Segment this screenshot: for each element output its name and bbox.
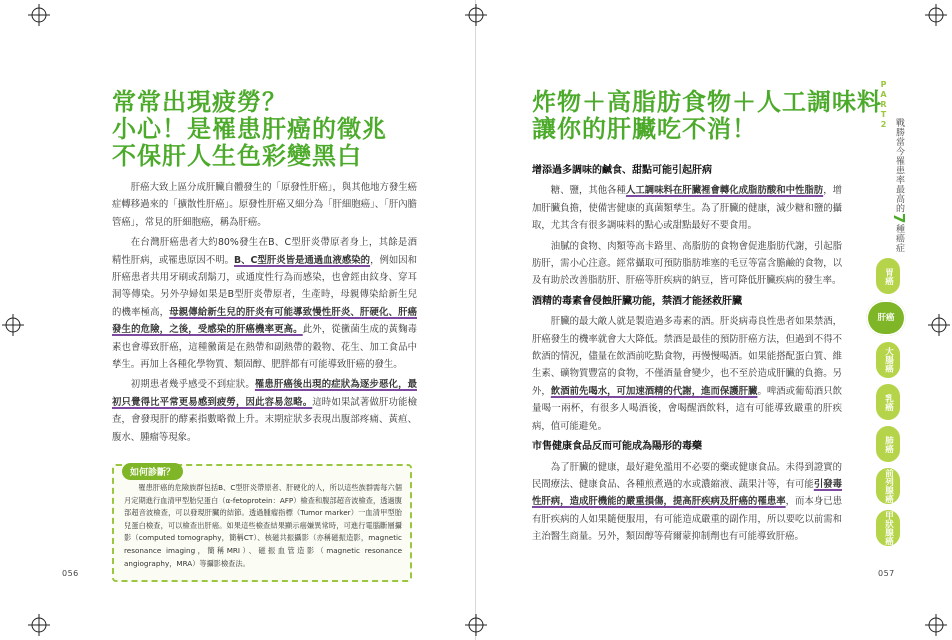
part-label: PART2 [879, 80, 888, 130]
text-run: 糖、鹽，其他各種 [550, 185, 626, 197]
section-heading: 增添過多調味的鹹食、甜點可能引起肝病 [532, 165, 712, 176]
paragraph [532, 182, 842, 234]
text-run: 此外，從黴菌生成的黃麴毒素也會導致肝癌，這種黴菌是在熱帶和副熱帶的穀物、花生、加工食品中孳生。再加上各種化學物質、類固醇、肥胖都有可能導致肝癌的發生。 [112, 324, 417, 371]
tab-breast-cancer[interactable]: 乳癌 [876, 384, 900, 420]
left-body-text [112, 179, 417, 449]
section-heading: 市售健康食品反而可能成為陽形的毒藥 [532, 441, 702, 453]
text-run: 肝臟的最大敵人就是製造過多毒素的酒。肝炎病毒良性患者如果禁酒，肝癌發生的機率就會大大降低。禁酒是最佳的預防肝癌方法，但過到不得不飲酒的情況，儘量在飲酒前吃點食物，再慢慢喝酒。如果能搭配蛋白質、維生素、礦物質豐富的食物，不僅酒量會變少，也不至於造成肝臟的負擔。另外， [532, 316, 842, 397]
paragraph [112, 234, 417, 373]
paragraph [532, 313, 842, 435]
diagnosis-tag: 如何診斷？ [122, 463, 183, 480]
text-run: ，而本身已患有肝疾病的人如果隨便服用，有可能造成嚴重的副作用，所以要吃以前需和主治醫生商量。另外，類固醇等荷爾蒙抑制劑也有可能導致肝癌。 [532, 496, 842, 543]
paragraph: 肝癌大致上區分成肝臟自體發生的「原發性肝癌」，與其他地方發生癌症轉移過來的「擴散性肝癌」。原發性肝癌又細分為「肝細胞癌」、「肝內膽管癌」，常見的肝細胞癌，稱為肝癌。 [112, 182, 417, 228]
diagnosis-box [112, 464, 412, 582]
highlight-text: 引發毒性肝病，造成肝機能的嚴重損傷，提高肝疾病及肝癌的罹患率 [532, 478, 842, 508]
paragraph: 油膩的食物、肉類等高卡路里、高脂肪的食物會促進脂肪代謝，引起脂肪肝，需小心注意。經常攝取可預防脂肪堆塞的毛豆等富含膽鹼的食物，以及有助於改善脂肪肝、肝癌等肝疾病的納豆，皆可降低肝臟疾病的發生率。 [532, 240, 842, 287]
text-run: ，增加肝臟負擔，使備害健康的真菌類孳生。為了肝臟的健康，減少糖和鹽的攝取，尤其含有很多調味料的點心或甜點最好不要食用。 [532, 185, 842, 232]
title-line: 小心！是罹患肝癌的徵兆 [112, 114, 387, 143]
tab-thyroid-cancer[interactable]: 甲狀腺癌 [876, 510, 900, 546]
tab-lung-cancer[interactable]: 肺癌 [876, 426, 900, 462]
text-run: 初期患者幾乎感受不到症狀。 [130, 379, 255, 391]
tab-stomach-cancer[interactable]: 胃癌 [876, 258, 900, 294]
text-run: 在台灣肝癌患者大約80%發生在B、C型肝炎帶原者身上，其餘是酒精性肝病，或罹患原因不明。 [112, 237, 417, 266]
chapter-number: 7 [890, 213, 908, 224]
highlight-text: 飲酒前先喝水，可加速酒精的代謝，進而保護肝臟 [550, 385, 758, 397]
chapter-vertical-title [890, 118, 908, 252]
title-line: 常常出現疲勞？ [112, 87, 287, 116]
text-run: 。啤酒或葡萄酒只飲量喝一兩杯，有很多人喝酒後，會喝醒酒飲料，這有可能導致嚴重的肝疾病，值可能避免。 [532, 385, 842, 432]
tab-prostate-cancer[interactable]: 前列腺癌 [876, 468, 900, 504]
page-number: 057 [878, 569, 895, 578]
title-line: 炸物＋高脂肪食物＋人工調味料 [532, 87, 882, 116]
text-run: 種癌症 [894, 223, 904, 253]
right-body-text [532, 162, 842, 549]
text-run: 戰勝當今罹患率最高的 [894, 118, 904, 213]
chapter-tabs [876, 258, 904, 552]
title-line: 不保肝人生色彩變黑白 [112, 141, 362, 170]
tab-colon-cancer[interactable]: 大腸癌 [876, 342, 900, 378]
text-run: ，例如因和肝癌患者共用牙刷或刮鬍刀，或通度性行為而感染，也會經由紋身、穿耳洞等傳染。另外孕婦如果是B型肝炎帶原者，生產時，母親傳染給新生兒的機率極高， [112, 254, 417, 318]
section-heading: 酒精的毒素會侵蝕肝臟功能，禁酒才能拯救肝臟 [532, 295, 742, 307]
text-run: 這時如果試著做肝功能檢查，會發現肝的酵素指數略微上升。末期症狀多表現出腹部疼痛、黃疸、腹水、腫瘤等現象。 [112, 396, 417, 443]
text-run: 為了肝臟的健康，最好避免濫用不必要的藥或健康食品。未得到證實的民間療法、健康食品、各種煎煮過的水或濃縮液、蔬果汁等，有可能 [532, 461, 842, 490]
paragraph [532, 459, 842, 546]
right-page-title [532, 88, 882, 142]
page-number: 056 [62, 569, 79, 578]
title-line: 讓你的肝臟吃不消！ [532, 114, 757, 143]
tab-liver-cancer[interactable]: 肝癌 [866, 300, 906, 336]
highlight-text: 罹患肝癌後出現的症狀為逐步惡化，最初只覺得比平常更易感到疲勞，因此容易忽略。 [112, 379, 417, 408]
paragraph [112, 376, 417, 446]
diagnosis-text: 罹患肝癌的危險族群包括B、C型肝炎帶原者、肝硬化的人，所以這些族群需每六個月定期進行血清甲型胎兒蛋白（α-fetoprotein：AFP）檢查和腹部超音波檢查，透過腹部超音波檢查，可以發現肝臟的結節。透過腫瘤指標（Tumor marker）一血清甲型胎兒蛋白檢查，可以檢查出肝癌。如果這些檢查結果顯示癌嫌異常時，可進行電腦斷層攝影（computed tomography，簡稱CT）、核磁共振攝影（亦稱磁振造影，magnetic resonance imaging，簡稱MRI）、磁振血管造影（magnetic resonance angiography，MRA）等攝影檢查法。 [124, 483, 402, 568]
left-page-title [112, 88, 387, 169]
highlight-text: B、C型肝炎皆是通過血液感染的 [234, 254, 371, 266]
right-page [476, 0, 952, 640]
highlight-text: 母親傳給新生兒的肝炎有可能導致慢性肝炎、肝硬化、肝癌發生的危險，之後，受感染的肝癌機率更高。 [112, 306, 417, 336]
highlight-text: 人工調味料在肝臟裡會轉化成脂肪酸和中性脂肪 [625, 185, 824, 197]
